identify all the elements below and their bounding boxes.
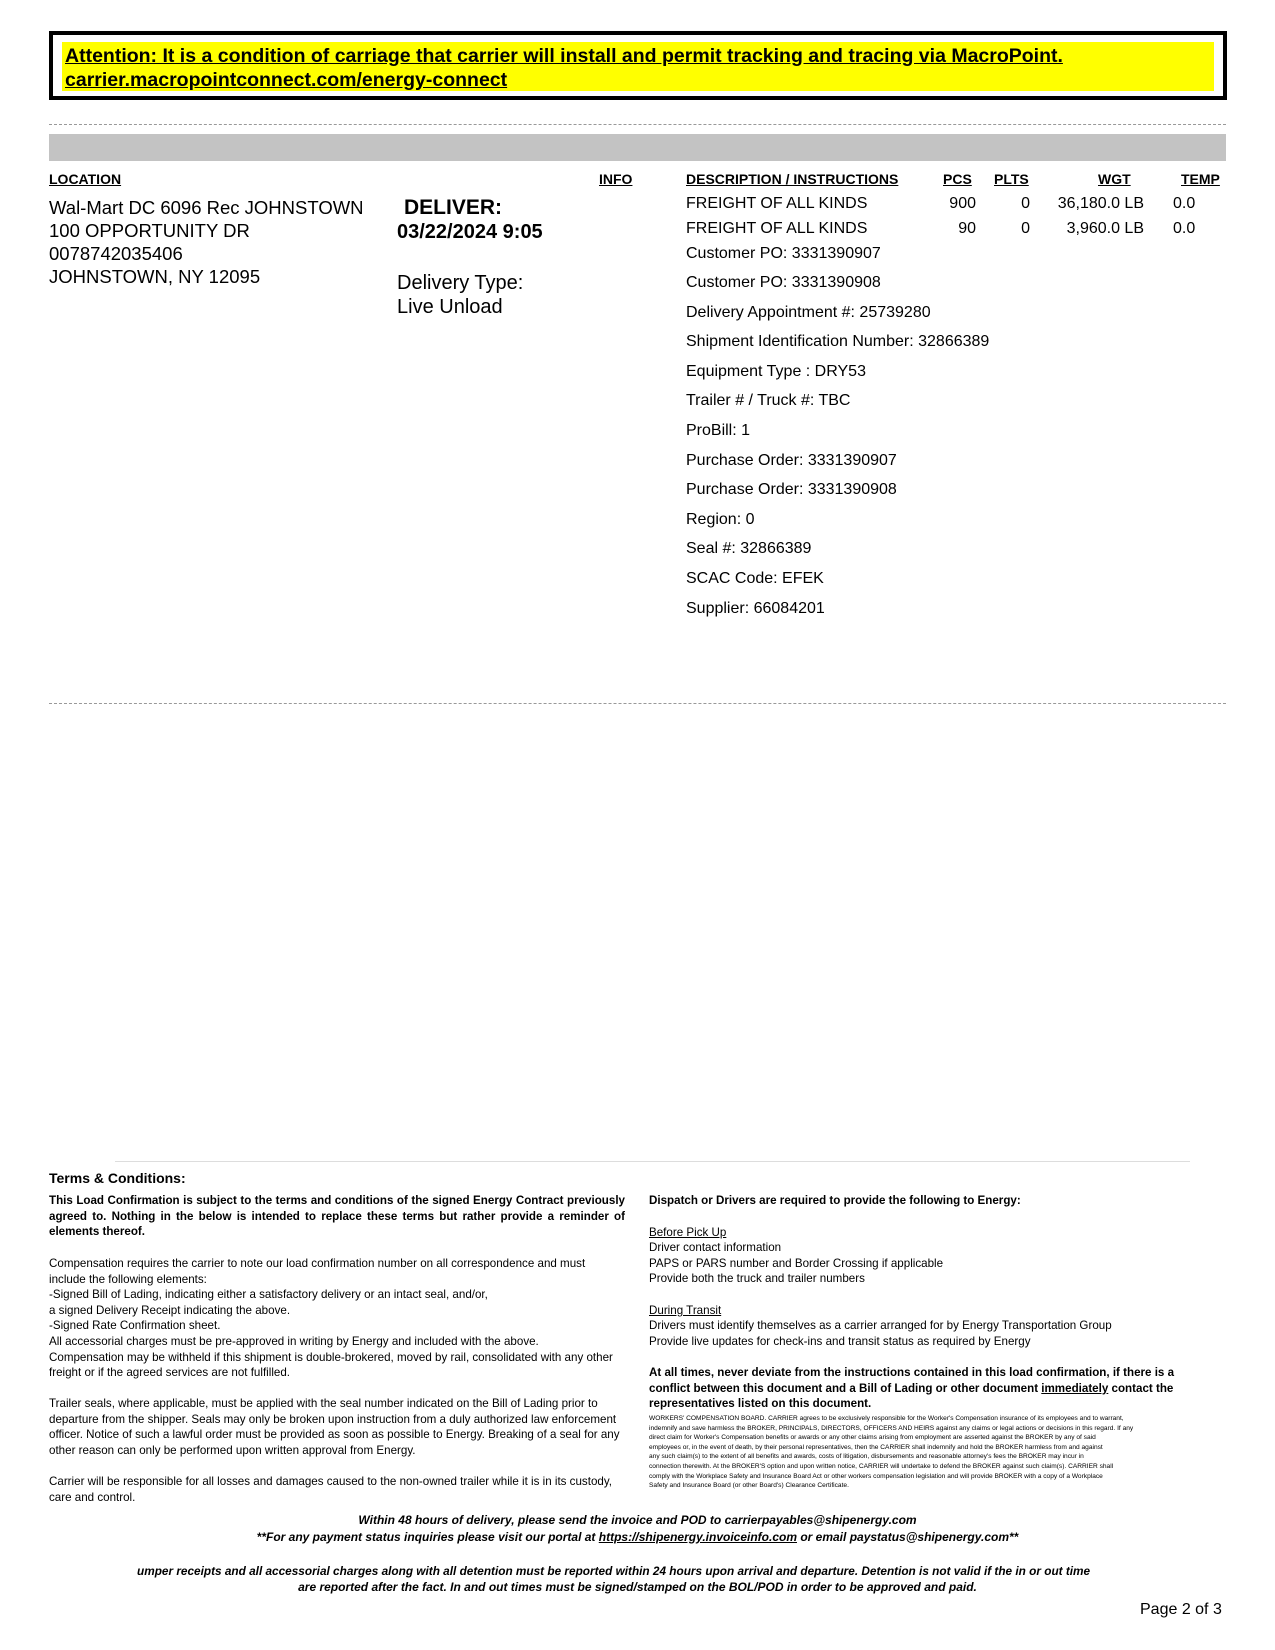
- reference-item: Customer PO: 3331390907: [686, 245, 881, 262]
- location-phone: 0078742035406: [49, 243, 183, 264]
- portal-link[interactable]: https://shipenergy.invoiceinfo.com: [598, 1530, 797, 1544]
- reference-item: Equipment Type : DRY53: [686, 363, 866, 380]
- invoice-instructions: Within 48 hours of delivery, please send the invoice and POD to carrierpayables@shipenergy.com: [358, 1513, 917, 1527]
- warning-emphasis: immediately: [1041, 1381, 1109, 1395]
- freight-row-2-plts: 0: [1021, 220, 1030, 237]
- terms-intro: This Load Confirmation is subject to the terms and conditions of the signed Energy Contract previously agreed to. Nothing in the below is intended to replace these terms but rather provide a reminder of elements thereof.: [49, 1194, 625, 1239]
- deliver-datetime: 03/22/2024 9:05: [397, 221, 543, 243]
- dotted-divider-bottom: [49, 703, 1226, 704]
- list-item: Provide live updates for check-ins and transit status as required by Energy: [649, 1334, 1031, 1348]
- clause-line: direct claim for Worker's Compensation benefits or awards or any other claims arising from employment are asserted against the BROKER by any of said: [649, 1434, 1096, 1442]
- clause-line: connection therewith. At the BROKER'S option and upon written notice, CARRIER will undertake to defend the BROKER against such claim(s). CARRIER shall: [649, 1462, 1114, 1470]
- reference-item: Supplier: 66084201: [686, 600, 825, 617]
- header-wgt: WGT: [1098, 171, 1131, 187]
- freight-row-1-plts: 0: [1021, 195, 1030, 212]
- header-info: INFO: [599, 171, 633, 187]
- attention-text: Attention: It is a condition of carriage that carrier will install and permit tracking and tracing via MacroPoint.: [65, 45, 1063, 67]
- reference-item: Trailer # / Truck #: TBC: [686, 392, 851, 409]
- freight-row-1-wgt: 36,180.0 LB: [1057, 195, 1144, 212]
- lumper-note-2: are reported after the fact. In and out times must be signed/stamped on the BOL/POD in order to be approved and paid.: [298, 1580, 977, 1594]
- list-item: PAPS or PARS number and Border Crossing if applicable: [649, 1256, 944, 1270]
- terms-separator: [115, 1161, 1190, 1162]
- terms-seals: [49, 1396, 649, 1458]
- terms-line: a signed Delivery Receipt indicating the above.: [49, 1303, 291, 1317]
- freight-row-1-description: FREIGHT OF ALL KINDS: [686, 195, 868, 212]
- terms-line: officer. Notice of such a lawful order must be provided as soon as possible to Energy. Breaking of a seal for any: [49, 1428, 620, 1442]
- clause-line: indemnify and save harmless the BROKER, PRINCIPALS, DIRECTORS, OFFICERS AND HEIRS against any claims or legal actions or decisions in this regard. If any: [649, 1424, 1134, 1432]
- header-pcs: PCS: [943, 171, 972, 187]
- dispatch-warning: [649, 1365, 1174, 1412]
- terms-line: Compensation may be withheld if this shipment is double-brokered, moved by rail, consolidated with any other: [49, 1350, 613, 1364]
- header-location: LOCATION: [49, 171, 122, 187]
- reference-item: Purchase Order: 3331390907: [686, 452, 897, 469]
- reference-item: SCAC Code: EFEK: [686, 570, 824, 587]
- before-pickup-list: [649, 1240, 943, 1287]
- clause-line: WORKERS' COMPENSATION BOARD. CARRIER agrees to be exclusively responsible for the Worker's Compensation insurance of its employees and to warrant,: [649, 1415, 1124, 1422]
- reference-item: Region: 0: [686, 511, 755, 528]
- location-name: Wal-Mart DC 6096 Rec JOHNSTOWN: [49, 197, 364, 218]
- macropoint-link[interactable]: carrier.macropointconnect.com/energy-connect: [65, 69, 508, 91]
- page-number: Page 2 of 3: [1140, 1601, 1222, 1618]
- location-city: JOHNSTOWN, NY 12095: [49, 266, 261, 287]
- dotted-divider-top: [49, 124, 1226, 125]
- freight-row-2-temp: 0.0: [1173, 220, 1196, 237]
- reference-item: Seal #: 32866389: [686, 540, 812, 557]
- terms-line: freight or if the agreed services are not fulfilled.: [49, 1366, 291, 1380]
- payment-text: or email paystatus@shipenergy.com**: [797, 1530, 1019, 1544]
- freight-row-2-wgt: 3,960.0 LB: [1066, 220, 1144, 237]
- reference-item: Delivery Appointment #: 25739280: [686, 304, 931, 321]
- list-item: Drivers must identify themselves as a carrier arranged for by Energy Transportation Group: [649, 1319, 1112, 1332]
- reference-item: ProBill: 1: [686, 422, 751, 439]
- freight-row-2-pcs: 90: [958, 220, 976, 237]
- terms-line: Trailer seals, where applicable, must be applied with the seal number indicated on the Bill of Lading prior to: [49, 1397, 598, 1410]
- warning-line: representatives listed on this document.: [649, 1397, 872, 1411]
- terms-line: -Signed Rate Confirmation sheet.: [49, 1319, 221, 1333]
- freight-row-2-description: FREIGHT OF ALL KINDS: [686, 220, 868, 237]
- terms-line: other reason can only be performed upon written approval from Energy.: [49, 1443, 416, 1457]
- terms-compensation: [49, 1256, 649, 1381]
- during-transit-label: During Transit: [649, 1304, 722, 1317]
- reference-item: Purchase Order: 3331390908: [686, 481, 897, 498]
- freight-row-1-temp: 0.0: [1173, 195, 1196, 212]
- terms-line: All accessorial charges must be pre-approved in writing by Energy and included with the above.: [49, 1334, 539, 1348]
- terms-line: care and control.: [49, 1490, 136, 1504]
- header-plts: PLTS: [994, 171, 1029, 187]
- freight-row-1-pcs: 900: [949, 195, 976, 212]
- warning-line: At all times, never deviate from the instructions contained in this load confirmation, if there is a: [649, 1366, 1175, 1379]
- reference-item: Shipment Identification Number: 32866389: [686, 333, 990, 350]
- clause-line: comply with the Workplace Safety and Insurance Board Act or other workers compensation legislation and will provide BROKER with a copy of a Workplace: [649, 1472, 1103, 1480]
- delivery-type-value: Live Unload: [397, 296, 503, 318]
- warning-line: [649, 1381, 1174, 1397]
- list-item: Driver contact information: [649, 1241, 782, 1254]
- header-description: DESCRIPTION / INSTRUCTIONS: [686, 171, 899, 187]
- dispatch-title: Dispatch or Drivers are required to provide the following to Energy:: [649, 1194, 1021, 1207]
- delivery-type-label: Delivery Type:: [397, 272, 524, 294]
- header-temp: TEMP: [1181, 171, 1220, 187]
- clause-line: any such claim(s) to the extent of all benefits and awards, costs of litigation, disbursements and reasonable attorney's fees the BROKER may incur in: [649, 1453, 1084, 1461]
- clause-line: Safety and Insurance Board (or other Board's) Clearance Certificate.: [649, 1482, 849, 1490]
- payment-text: **For any payment status inquiries please visit our portal at: [256, 1530, 599, 1544]
- warning-text: contact the: [1108, 1381, 1174, 1395]
- warning-text: conflict between this document and a Bill of Lading or other document: [649, 1381, 1042, 1395]
- payment-status-note: [0, 1530, 1275, 1544]
- attention-highlight: [62, 42, 1214, 91]
- location-block: [49, 196, 364, 288]
- terms-liability: [49, 1474, 649, 1505]
- terms-line: include the following elements:: [49, 1272, 207, 1286]
- terms-title: Terms & Conditions:: [49, 1170, 186, 1186]
- lumper-note-clip: [137, 1564, 1137, 1578]
- terms-line: -Signed Bill of Lading, indicating either a satisfactory delivery or an intact seal, and/or,: [49, 1288, 488, 1302]
- list-item: Provide both the truck and trailer numbers: [649, 1272, 865, 1286]
- before-pickup-label: Before Pick Up: [649, 1226, 727, 1239]
- lumper-note: umper receipts and all accessorial charges along with all detention must be reported within 24 hours upon arrival and departure. Detention is not valid if the in or out time: [137, 1564, 1091, 1578]
- attention-banner: [49, 31, 1227, 100]
- clause-line: employees or, in the event of death, by their personal representatives, then the CARRIER shall indemnify and hold the BROKER harmless from and against: [649, 1443, 1103, 1451]
- reference-item: Customer PO: 3331390908: [686, 274, 881, 291]
- terms-line: Carrier will be responsible for all losses and damages caused to the non-owned trailer while it is in its custody,: [49, 1475, 612, 1488]
- deliver-label: DELIVER:: [404, 196, 503, 219]
- workers-comp-clause: [649, 1414, 1133, 1491]
- location-street: 100 OPPORTUNITY DR: [49, 220, 250, 241]
- terms-line: Compensation requires the carrier to note our load confirmation number on all correspondence and must: [49, 1257, 586, 1270]
- during-transit-list: [649, 1318, 1112, 1349]
- terms-line: departure from the shipper. Seals may only be broken upon instruction from a duly authorized law enforcement: [49, 1412, 617, 1426]
- section-bar: [49, 134, 1226, 161]
